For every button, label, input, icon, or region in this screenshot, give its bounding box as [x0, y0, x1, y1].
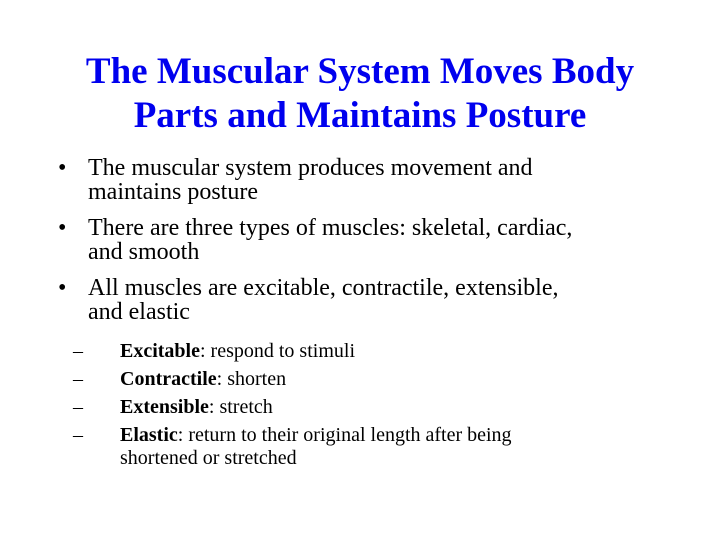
sub-bullet-item	[0, 396, 640, 419]
title-line-2: Parts and Maintains Posture	[133, 95, 587, 136]
bullet-item	[0, 276, 668, 324]
slide-title	[30, 50, 690, 138]
bullet-text-line-1: The muscular system produces movement and	[88, 155, 533, 181]
bullet-text-line-1: There are three types of muscles: skeletal, cardiac,	[88, 215, 573, 241]
bullet-text-line-2: and smooth	[88, 239, 200, 265]
sub-bullet-text	[120, 424, 640, 447]
sub-bullet-marker: –	[73, 396, 83, 418]
sub-bullet-definition: : shorten	[216, 368, 287, 390]
bullet-marker: •	[58, 275, 67, 301]
bullet-text-line-2: maintains posture	[88, 179, 258, 205]
sub-bullet-list	[0, 340, 720, 475]
bullet-text-line-1: All muscles are excitable, contractile, extensible,	[88, 275, 559, 301]
sub-bullet-definition: : return to their original length after being	[177, 424, 512, 446]
sub-bullet-term: Contractile	[120, 368, 217, 390]
bullet-list	[0, 156, 720, 336]
bullet-text-line-2: and elastic	[88, 299, 190, 325]
title-line-1: The Muscular System Moves Body	[85, 51, 635, 92]
sub-bullet-definition: : respond to stimuli	[200, 340, 355, 362]
bullet-marker: •	[58, 155, 67, 181]
sub-bullet-marker: –	[73, 340, 83, 362]
sub-bullet-item	[0, 368, 640, 391]
sub-bullet-marker: –	[73, 424, 83, 446]
sub-bullet-term: Elastic	[120, 424, 178, 446]
sub-bullet-item	[0, 340, 640, 363]
sub-bullet-term: Extensible	[120, 396, 209, 418]
bullet-item	[0, 156, 668, 204]
sub-bullet-text	[120, 340, 640, 363]
sub-bullet-text-continuation: shortened or stretched	[120, 447, 297, 469]
sub-bullet-term: Excitable	[120, 340, 200, 362]
sub-bullet-marker: –	[73, 368, 83, 390]
sub-bullet-text	[120, 396, 640, 419]
sub-bullet-item	[0, 424, 640, 470]
bullet-item	[0, 216, 668, 264]
sub-bullet-definition: : stretch	[208, 396, 273, 418]
sub-bullet-text	[120, 368, 640, 391]
bullet-marker: •	[58, 215, 67, 241]
